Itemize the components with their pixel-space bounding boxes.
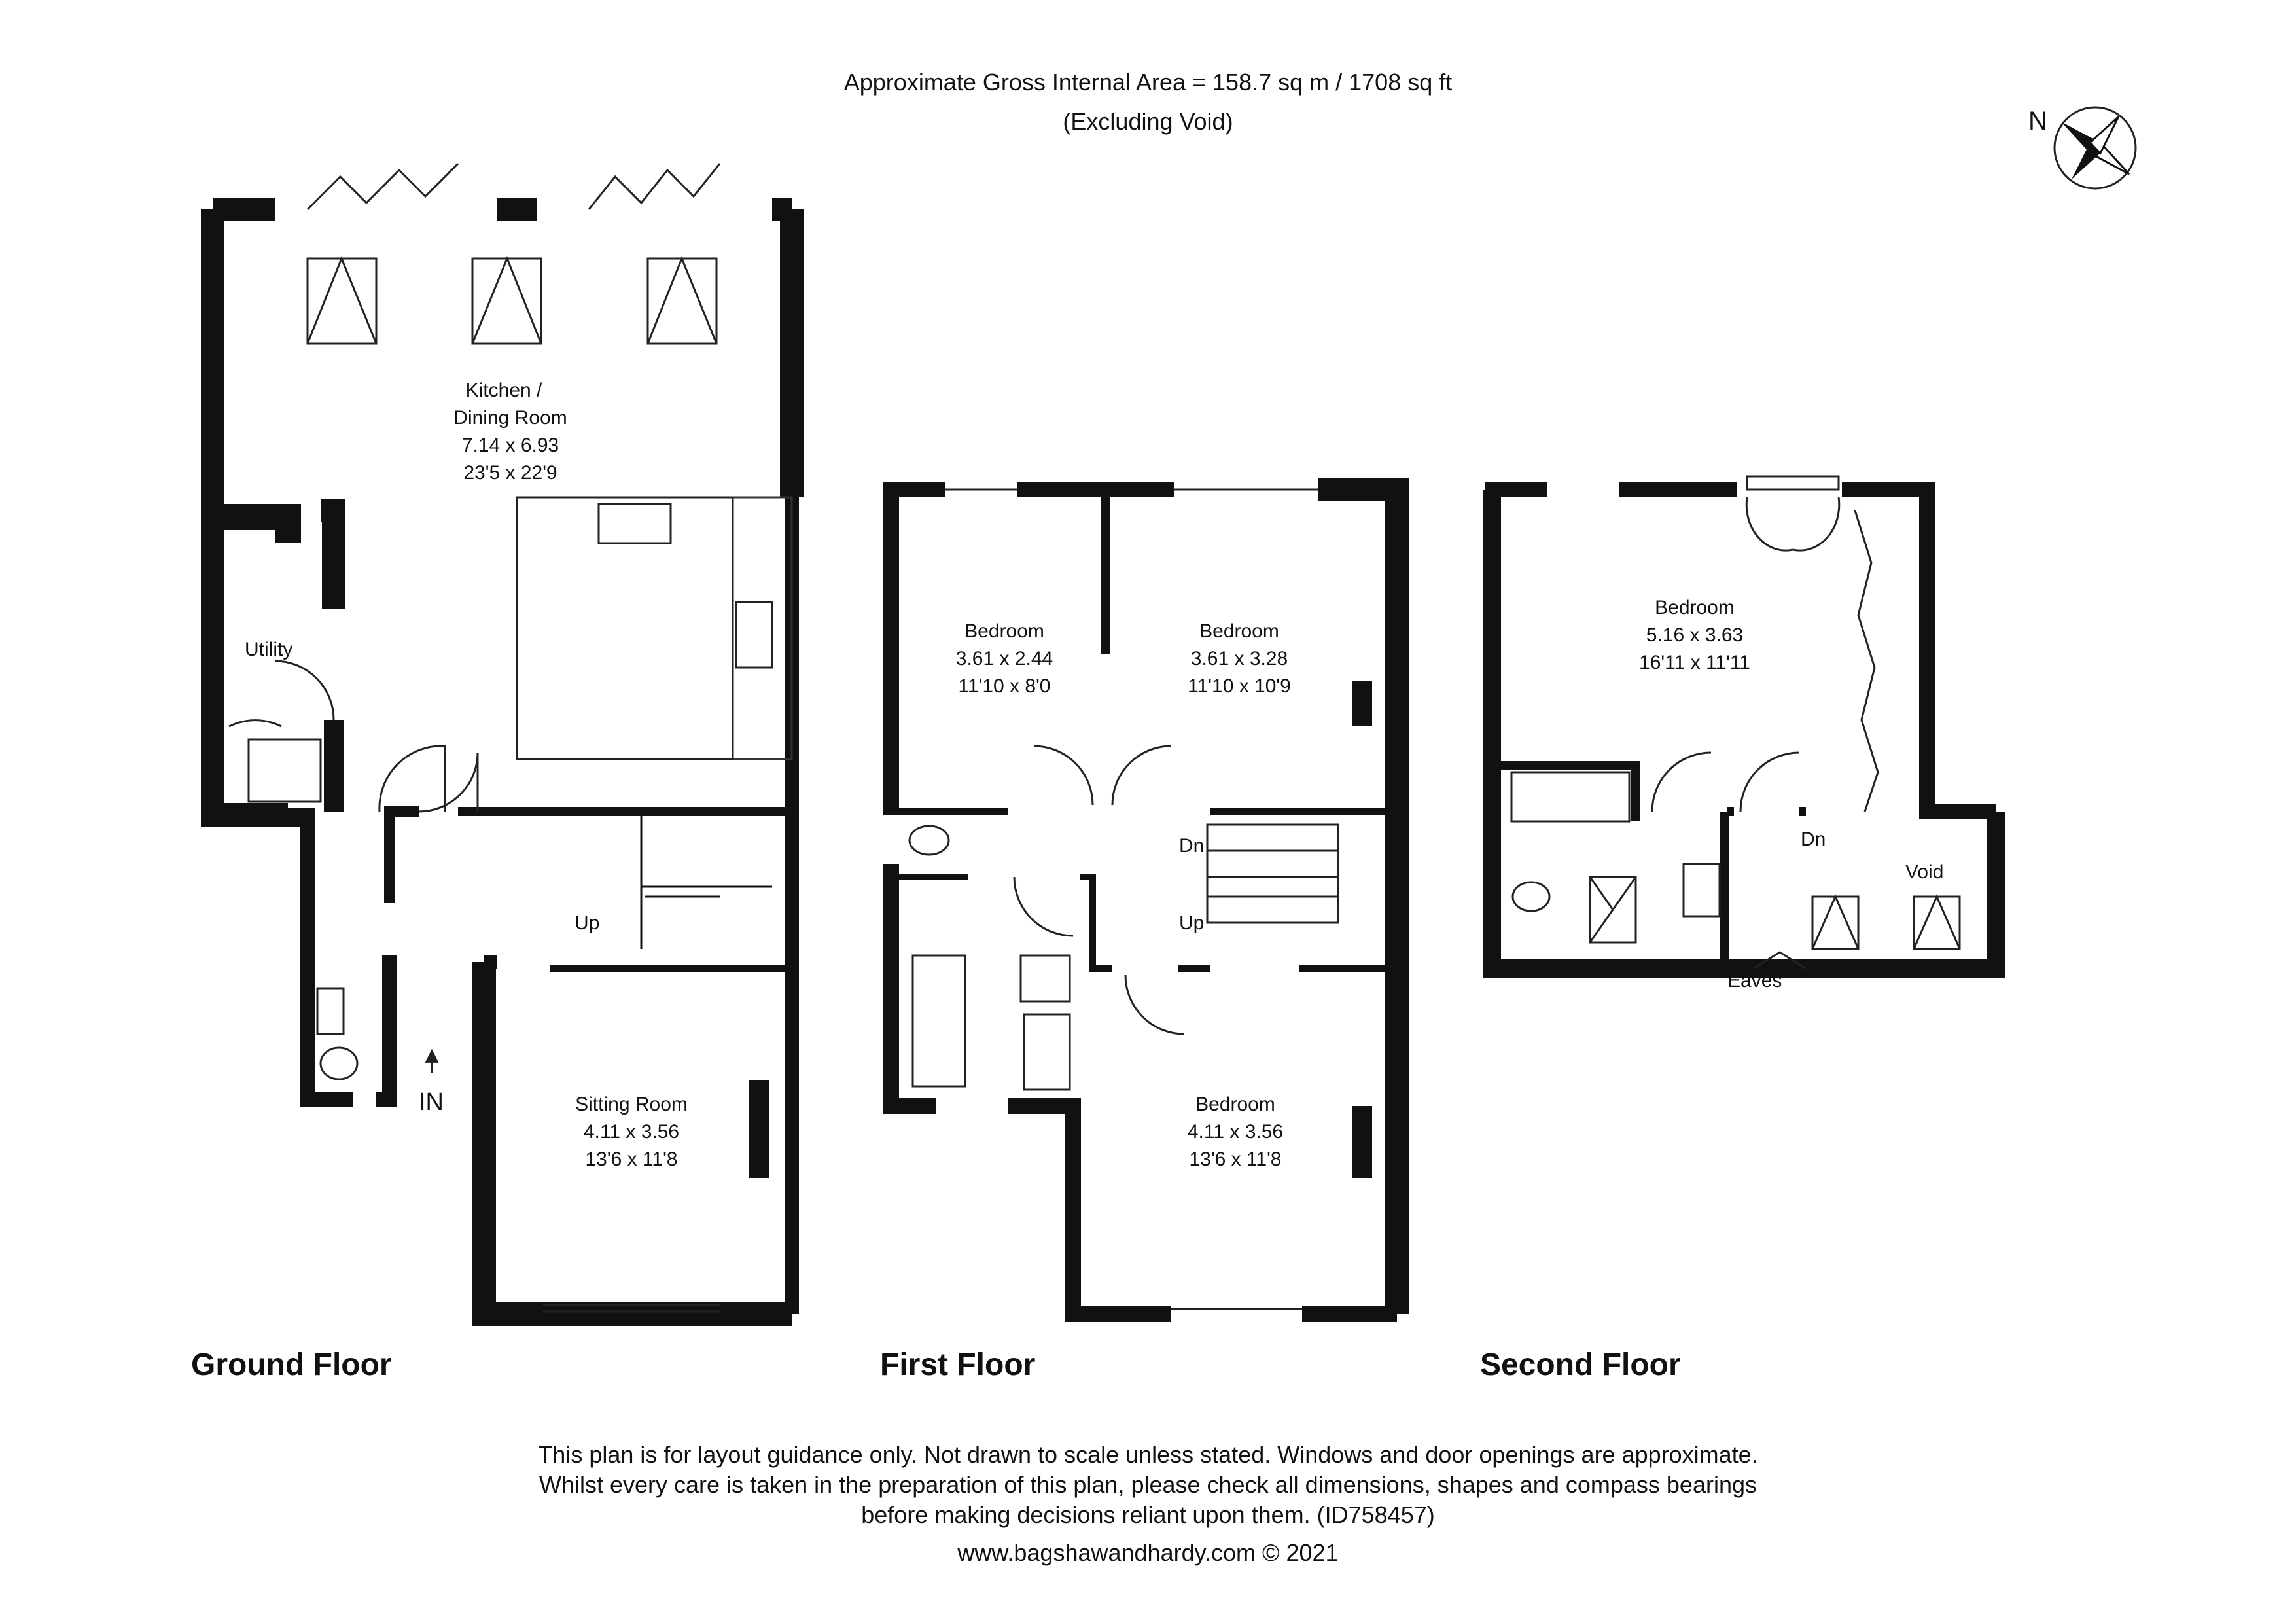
first-stairs-up-label: Up	[1179, 912, 1205, 934]
second-stairs-down-label: Dn	[1801, 829, 1826, 850]
bedroom-a-dims-metric: 3.61 x 2.44	[955, 648, 1053, 669]
area-summary: Approximate Gross Internal Area = 158.7 sq m / 1708 sq ft	[843, 69, 1453, 96]
disclaimer-line-2: Whilst every care is taken in the preparation of this plan, please check all dimensions, shapes and compass bearings	[539, 1471, 1757, 1498]
bedroom-b-dims-imperial: 11'10 x 10'9	[1188, 675, 1291, 697]
disclaimer	[0, 1440, 2296, 1530]
compass-rose-icon	[2028, 107, 2136, 188]
sitting-room-dims-metric: 4.11 x 3.56	[583, 1121, 680, 1143]
copyright-symbol: ©	[1262, 1539, 1280, 1566]
sitting-room-name: Sitting Room	[575, 1094, 688, 1115]
bedroom-b-dims-metric: 3.61 x 3.28	[1190, 648, 1288, 669]
bedroom-c-dims-metric: 4.11 x 3.56	[1187, 1121, 1284, 1143]
ground-floor-plan	[213, 209, 792, 1314]
first-floor-fixtures	[910, 490, 1338, 1309]
second-floor-title: Second Floor	[1480, 1347, 1681, 1382]
void-label: Void	[1905, 861, 1944, 883]
kitchen-dims-metric: 7.14 x 6.93	[461, 435, 559, 456]
bedroom-a-dims-imperial: 11'10 x 8'0	[958, 675, 1051, 697]
copyright-year: 2021	[1286, 1539, 1339, 1566]
copyright-line	[0, 1538, 2296, 1568]
ground-floor-fixtures	[229, 164, 772, 1311]
second-floor-fixtures	[1511, 476, 1960, 969]
entrance-label: IN	[419, 1088, 444, 1116]
bedroom-c-name: Bedroom	[1195, 1094, 1275, 1115]
ground-floor-title: Ground Floor	[191, 1347, 392, 1382]
sitting-room-dims-imperial: 13'6 x 11'8	[585, 1149, 678, 1170]
bedroom-c-dims-imperial: 13'6 x 11'8	[1189, 1149, 1282, 1170]
first-floor-labels	[956, 620, 1291, 1170]
utility-label: Utility	[245, 639, 293, 660]
bedroom-a-name: Bedroom	[964, 620, 1044, 642]
kitchen-name-1: Kitchen /	[465, 380, 542, 401]
disclaimer-line-3: before making decisions reliant upon them. (ID758457)	[861, 1501, 1435, 1528]
area-note: (Excluding Void)	[1063, 108, 1233, 135]
bedroom-b-name: Bedroom	[1199, 620, 1279, 642]
first-stairs-down-label: Dn	[1179, 835, 1205, 857]
ground-stairs-up-label: Up	[574, 912, 600, 934]
second-bedroom-dims-imperial: 16'11 x 11'11	[1639, 652, 1750, 673]
kitchen-name-2: Dining Room	[453, 407, 567, 429]
second-bedroom-name: Bedroom	[1655, 597, 1735, 618]
first-floor-plan	[883, 490, 1397, 1314]
eaves-label: Eaves	[1727, 970, 1782, 991]
first-floor-title: First Floor	[880, 1347, 1036, 1382]
second-bedroom-dims-metric: 5.16 x 3.63	[1646, 624, 1744, 646]
kitchen-dims-imperial: 23'5 x 22'9	[463, 462, 557, 484]
second-floor-labels	[1639, 597, 1943, 991]
compass-north-label: N	[2028, 107, 2047, 135]
website-link[interactable]: www.bagshawandhardy.com	[957, 1539, 1256, 1566]
disclaimer-line-1: This plan is for layout guidance only. Not drawn to scale unless stated. Windows and door openings are approximate.	[538, 1441, 1758, 1468]
